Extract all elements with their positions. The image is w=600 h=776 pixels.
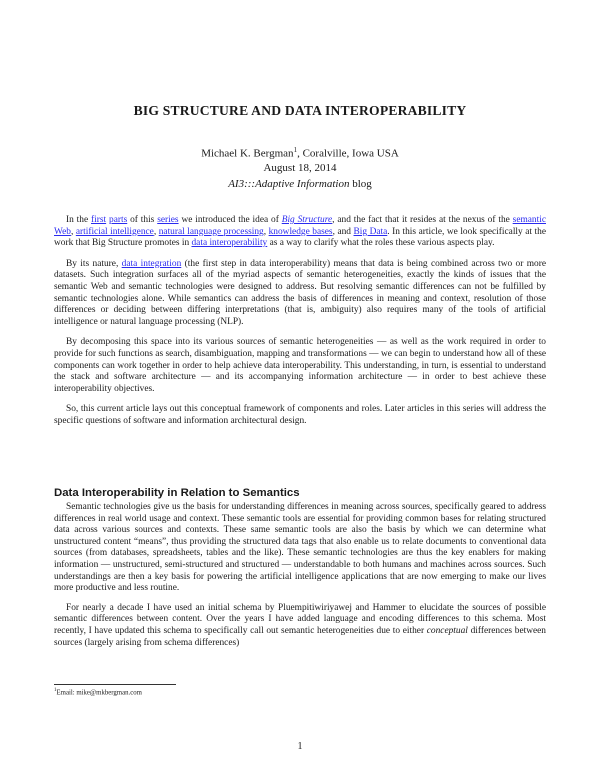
author-location: , Coralville, Iowa USA: [297, 147, 399, 160]
blog-suffix: blog: [349, 178, 372, 190]
link-semantic-web[interactable]: semantic Web: [54, 215, 546, 237]
footnote: [54, 688, 142, 696]
section-body: [54, 502, 546, 658]
link-big-data[interactable]: Big Data: [353, 226, 388, 237]
intro-paragraph-3: By decomposing this space into its various sources of semantic heterogeneities — as well as the work required in order to provide for such functions as search, disambiguation, mapping and transformations — we can begin to understand how all of these components can work together in order to help achieve data interoperability. This understanding, in turn, is essential to understand the stack and software architecture — and its accompanying information architecture — in order to best achieve these interoperability objectives.: [54, 337, 546, 394]
section-heading: Data Interoperability in Relation to Semantics: [54, 487, 300, 499]
link-big-structure[interactable]: Big Structure: [281, 215, 333, 225]
link-knowledge-bases[interactable]: knowledge bases: [268, 226, 333, 237]
footnote-divider: [54, 684, 176, 685]
link-data-interoperability[interactable]: data interoperability: [191, 238, 268, 249]
intro-section: [54, 215, 546, 437]
author-line: [0, 146, 600, 160]
link-artificial-intelligence[interactable]: artificial intelligence: [75, 226, 154, 237]
link-series[interactable]: series: [157, 215, 179, 225]
intro-paragraph-4: So, this current article lays out this conceptual framework of components and roles. Later articles in this series will address the specific questions of software and information architectural design.: [54, 404, 546, 426]
link-natural-language-processing[interactable]: natural language processing: [158, 226, 264, 237]
footnote-mark: 1: [54, 688, 57, 693]
section-paragraph-2: For nearly a decade I have used an initial schema by Pluempitiwiriyawej and Hammer to elucidate the sources of possible semantic differences between content. Over the years I have added language and encoding differences to this schema. Most recently, I have updated this schema to specifically call out semantic heterogeneities due to either conceptual differences between sources (largely arising from schema differences): [54, 602, 546, 648]
paper-title: BIG STRUCTURE AND DATA INTEROPERABILITY: [133, 103, 467, 118]
date-line: August 18, 2014: [263, 162, 337, 174]
intro-paragraph-1: In the first parts of this series we introduced the idea of Big Structure, and the fact that it resides at the nexus of the semantic Web, artificial intelligence, natural language processing, knowledge bases, and Big Data. In this article, we look specifically at the work that Big Structure promotes in data interoperability as a way to clarify what the roles these various aspects play.: [54, 215, 546, 249]
author-name: Michael K. Bergman: [201, 147, 294, 160]
page-number: 1: [297, 741, 303, 752]
author-footnote-mark: 1: [293, 146, 298, 154]
link-parts[interactable]: parts: [109, 215, 128, 225]
footnote-text: Email: mike@mkbergman.com: [56, 689, 142, 697]
blog-name: AI3:::Adaptive Information: [228, 178, 350, 190]
section-paragraph-1: Semantic technologies give us the basis for understanding differences in meaning across sources, specifically geared to address differences in real world usage and context. These semantic tools are essential for providing common bases for relating structured data across various sources and contexts. These same semantic tools are also the basis by which we can determine what unstructured content “means”, thus providing the structured data tags that also enable us to relate documents to conventional data sources (from databases, spreadsheets, tables and the like). These semantic technologies are thus the key enablers for making information — unstructured, semi-structured and structured — understandable to both humans and machines across sources. Such understandings are then a key basis for powering the artificial intelligence applications that are now emerging to make our lives more productive and less routine.: [54, 502, 546, 594]
link-data-integration[interactable]: data integration: [121, 258, 182, 269]
blog-line: [0, 178, 600, 190]
link-first[interactable]: first: [91, 215, 107, 225]
intro-paragraph-2: By its nature, data integration (the first step in data interoperability) means that data is being combined across two or more datasets. Such integration surfaces all of the myriad aspects of semantic heterogeneities, exactly the kinds of issues that the semantic Web and semantic technologies were designed to address. But resolving semantic differences can not be fulfilled by semantic technologies alone. While semantics can address the basis of differences in meaning and context, resolution of those differences or deciding between differing interpretations (that is, ambiguity) also requires many of the tools of artificial intelligence or natural language processing (NLP).: [54, 258, 546, 327]
